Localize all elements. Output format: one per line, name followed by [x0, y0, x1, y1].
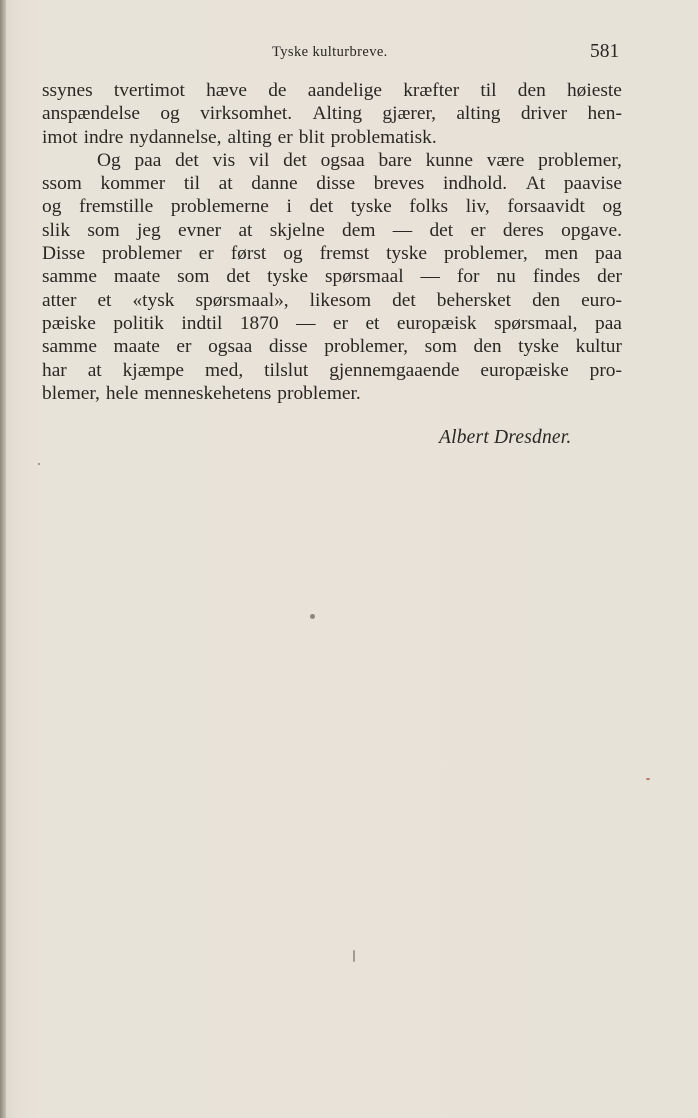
word: for: [456, 266, 480, 288]
text-line: [42, 219, 622, 242]
word: disse: [316, 173, 356, 195]
text-line: [42, 126, 622, 149]
word: anspændelse: [42, 103, 141, 125]
word: paa: [595, 312, 622, 334]
word: forsaavidt: [507, 196, 585, 218]
word: pro-: [589, 359, 622, 381]
word: og: [283, 243, 303, 265]
word: skjelne: [269, 219, 325, 241]
word: 1870: [239, 312, 279, 334]
word: kommer: [100, 173, 166, 195]
word: det: [429, 219, 454, 241]
word: Og: [97, 149, 121, 171]
word: opgave.: [561, 219, 622, 241]
word: gjærer,: [382, 103, 436, 125]
text-line: [42, 335, 622, 358]
word: men: [544, 243, 579, 265]
word: først: [230, 243, 267, 265]
word: vis: [212, 149, 236, 171]
word: ogsaa: [208, 336, 253, 358]
word: et: [97, 289, 112, 311]
word: hen-: [587, 103, 622, 125]
word: paa: [134, 149, 162, 171]
author-signature: Albert Dresdner.: [439, 427, 572, 448]
word: det: [283, 149, 307, 171]
word: deres: [502, 219, 544, 241]
word: problematisk.: [330, 126, 437, 148]
word: indtil: [181, 312, 223, 334]
word: gjennemgaaende: [329, 359, 460, 381]
word: problemer.: [277, 382, 361, 404]
word: kultur: [575, 336, 622, 358]
word: et: [365, 312, 380, 334]
word: behersket: [436, 289, 512, 311]
text-line: [42, 102, 622, 125]
paper-speck: [310, 614, 315, 619]
word: det: [175, 149, 199, 171]
word: høieste: [566, 80, 622, 101]
word: slik: [42, 219, 71, 241]
page-spine-shadow: [0, 0, 6, 1118]
word: det: [392, 289, 416, 311]
word: samme: [42, 336, 97, 358]
word: europæisk: [396, 312, 477, 334]
word: At: [525, 173, 546, 195]
word: problemer,: [538, 149, 622, 171]
word: som: [177, 266, 210, 288]
word: evner: [178, 219, 222, 241]
word: hæve: [206, 80, 248, 101]
text-line: [42, 79, 622, 102]
word: nu: [496, 266, 516, 288]
word: vil: [248, 149, 270, 171]
text-line: [42, 149, 622, 172]
word: kjæmpe: [122, 359, 185, 381]
word: den: [473, 336, 502, 358]
word: jeg: [137, 219, 161, 241]
word: findes: [532, 266, 581, 288]
word: problemer: [102, 243, 182, 265]
word: og: [160, 103, 180, 125]
text-line: [42, 172, 622, 195]
word: alting: [227, 126, 272, 148]
word: i: [286, 196, 292, 218]
word: indre: [83, 126, 124, 148]
word: tyske: [386, 243, 427, 265]
word: ogsaa: [320, 149, 365, 171]
word: problemer,: [443, 243, 528, 265]
word: indhold.: [442, 173, 508, 195]
word: er: [470, 219, 486, 241]
word: problemer,: [324, 336, 408, 358]
word: og: [42, 196, 62, 218]
text-line: [42, 265, 622, 288]
word: til: [480, 80, 497, 101]
word: paa: [595, 243, 622, 265]
word: pæiske: [42, 312, 96, 334]
word: det: [226, 266, 251, 288]
word: den: [517, 80, 546, 101]
word: bare: [378, 149, 412, 171]
word: politik: [113, 312, 164, 334]
word: imot: [42, 126, 78, 148]
word: tyske: [518, 336, 560, 358]
word: kræfter: [403, 80, 460, 101]
word: hele: [105, 382, 139, 404]
word: europæiske: [480, 359, 569, 381]
word: danne: [251, 173, 298, 195]
word: samme: [42, 266, 97, 288]
word: det: [309, 196, 334, 218]
word: aandelige: [307, 80, 383, 101]
word: er: [176, 336, 192, 358]
word: «tysk: [132, 289, 175, 311]
word: —: [296, 312, 316, 334]
word: at: [87, 359, 102, 381]
word: likesom: [309, 289, 372, 311]
text-line: [42, 312, 622, 335]
word: menneskehetens: [144, 382, 272, 404]
word: maate: [113, 266, 161, 288]
word: blemer,: [42, 382, 100, 404]
paper-speck: [353, 950, 355, 962]
text-line: [42, 242, 622, 265]
word: atter: [42, 289, 77, 311]
word: tyske: [350, 196, 392, 218]
word: fremstille: [78, 196, 154, 218]
word: med,: [204, 359, 244, 381]
paper-speck: [38, 463, 40, 465]
word: spørsmaal,: [494, 312, 578, 334]
word: der: [597, 266, 622, 288]
word: tvertimot: [113, 80, 185, 101]
word: alting: [456, 103, 501, 125]
word: blit: [298, 126, 325, 148]
word: fremst: [319, 243, 370, 265]
word: Alting: [312, 103, 363, 125]
word: breves: [373, 173, 425, 195]
word: disse: [268, 336, 308, 358]
word: spørsmaal: [324, 266, 404, 288]
word: problemerne: [170, 196, 269, 218]
word: spørsmaal»,: [195, 289, 289, 311]
running-title: Tyske kulturbreve.: [272, 44, 388, 60]
text-line: [42, 289, 622, 312]
word: og: [602, 196, 622, 218]
word: være: [486, 149, 525, 171]
word: —: [392, 219, 413, 241]
text-line: [42, 382, 622, 405]
word: ssynes: [42, 80, 93, 101]
word: som: [424, 336, 457, 358]
word: ssom: [42, 173, 82, 195]
word: maate: [113, 336, 160, 358]
word: er: [198, 243, 214, 265]
word: den: [532, 289, 561, 311]
word: liv,: [465, 196, 490, 218]
word: Disse: [42, 243, 86, 265]
page-number: 581: [590, 41, 620, 62]
word: paavise: [563, 173, 622, 195]
word: de: [268, 80, 287, 101]
word: at: [218, 173, 233, 195]
paper-speck: [646, 778, 650, 780]
word: folks: [409, 196, 449, 218]
word: euro-: [581, 289, 622, 311]
word: er: [277, 126, 293, 148]
word: er: [332, 312, 348, 334]
word: har: [42, 359, 67, 381]
word: som: [87, 219, 120, 241]
word: dem: [342, 219, 376, 241]
text-line: [42, 195, 622, 218]
word: tilslut: [264, 359, 309, 381]
word: til: [183, 173, 200, 195]
word: nydannelse,: [129, 126, 222, 148]
word: —: [420, 266, 440, 288]
word: driver: [520, 103, 568, 125]
body-text: [42, 79, 622, 405]
word: at: [238, 219, 253, 241]
word: tyske: [267, 266, 309, 288]
text-line: [42, 359, 622, 382]
word: kunne: [425, 149, 473, 171]
word: virksomhet.: [200, 103, 293, 125]
